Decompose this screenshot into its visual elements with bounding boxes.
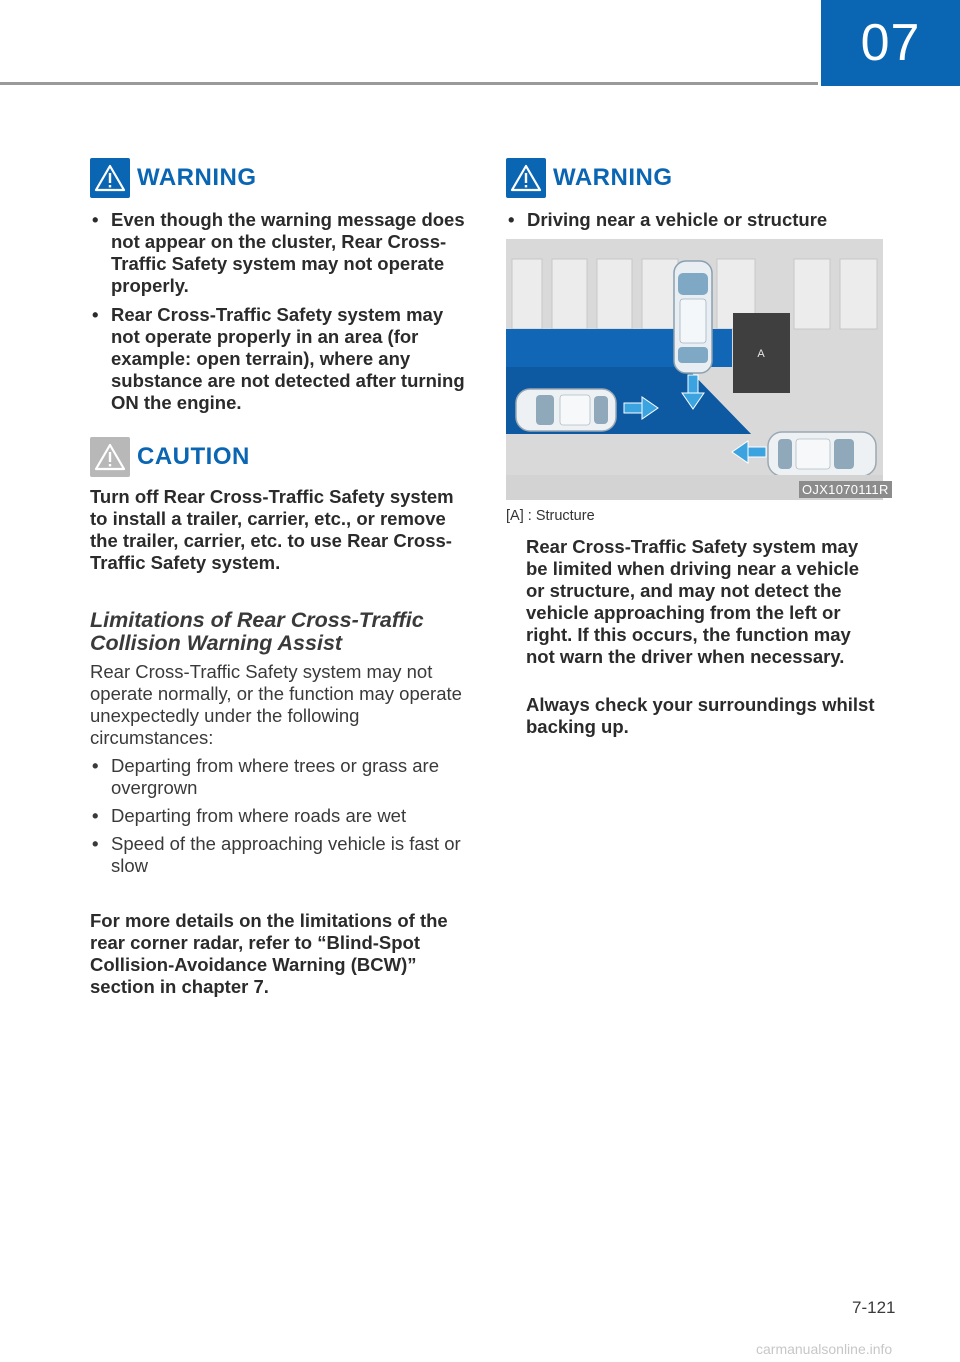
approaching-car-icon (768, 432, 876, 476)
warning-title: WARNING (553, 164, 673, 191)
chapter-tab: 07 (821, 0, 960, 86)
list-item: • Driving near a vehicle or structure (506, 209, 886, 231)
warning-icon (506, 158, 546, 198)
section-title: Limitations of Rear Cross-Traffic Collision Warning Assist (90, 608, 424, 655)
figure-caption: [A] : Structure (506, 508, 595, 524)
caution-header (90, 437, 250, 477)
caution-icon (90, 437, 130, 477)
header-rule (0, 82, 818, 85)
list-item: • Departing from where roads are wet (90, 805, 470, 827)
page-number: 7-121 (852, 1298, 896, 1317)
warning-header-right (506, 158, 673, 198)
caution-text: Turn off Rear Cross-Traffic Safety system to install a trailer, carrier, etc., or remove the trailer, carrier, etc. to use Rear Cross-Traffic Safety system. (90, 486, 454, 573)
right-paragraph-1: Rear Cross-Traffic Safety system may be limited when driving near a vehicle or structure, and may not detect the vehicle approaching from the left or right. If this occurs, the function may not warn the driver when necessary. (526, 536, 860, 667)
figure-code: OJX1070111R (799, 481, 892, 498)
structure-a-label: A (757, 348, 765, 360)
warning-list-left (90, 209, 475, 421)
parked-car-icon (516, 389, 616, 431)
reversing-suv-icon (674, 261, 712, 373)
watermark: carmanualsonline.info (756, 1341, 893, 1357)
warning-icon (90, 158, 130, 198)
warning-list-right (506, 209, 886, 238)
list-item: • Rear Cross-Traffic Safety system may not operate properly in an area (for example: open terrain), where any substance are not detected after turning ON the engine. (90, 304, 475, 414)
section-intro: Rear Cross-Traffic Safety system may not operate normally, or the function may operate unexpectedly under the following circumstances: (90, 661, 462, 748)
note-text: For more details on the limitations of the rear corner radar, refer to “Blind-Spot Collision-Avoidance Warning (BCW)” section in chapter 7. (90, 910, 448, 997)
rcta-diagram (506, 239, 883, 500)
list-item: • Even though the warning message does not appear on the cluster, Rear Cross-Traffic Safety system may not operate properly. (90, 209, 475, 297)
list-item: • Departing from where trees or grass are overgrown (90, 755, 470, 799)
list-item: • Speed of the approaching vehicle is fast or slow (90, 833, 470, 877)
warning-title: WARNING (137, 164, 257, 191)
caution-title: CAUTION (137, 443, 250, 470)
conditions-list (90, 755, 470, 883)
right-paragraph-2: Always check your surroundings whilst backing up. (526, 694, 875, 737)
warning-header-left (90, 158, 257, 198)
